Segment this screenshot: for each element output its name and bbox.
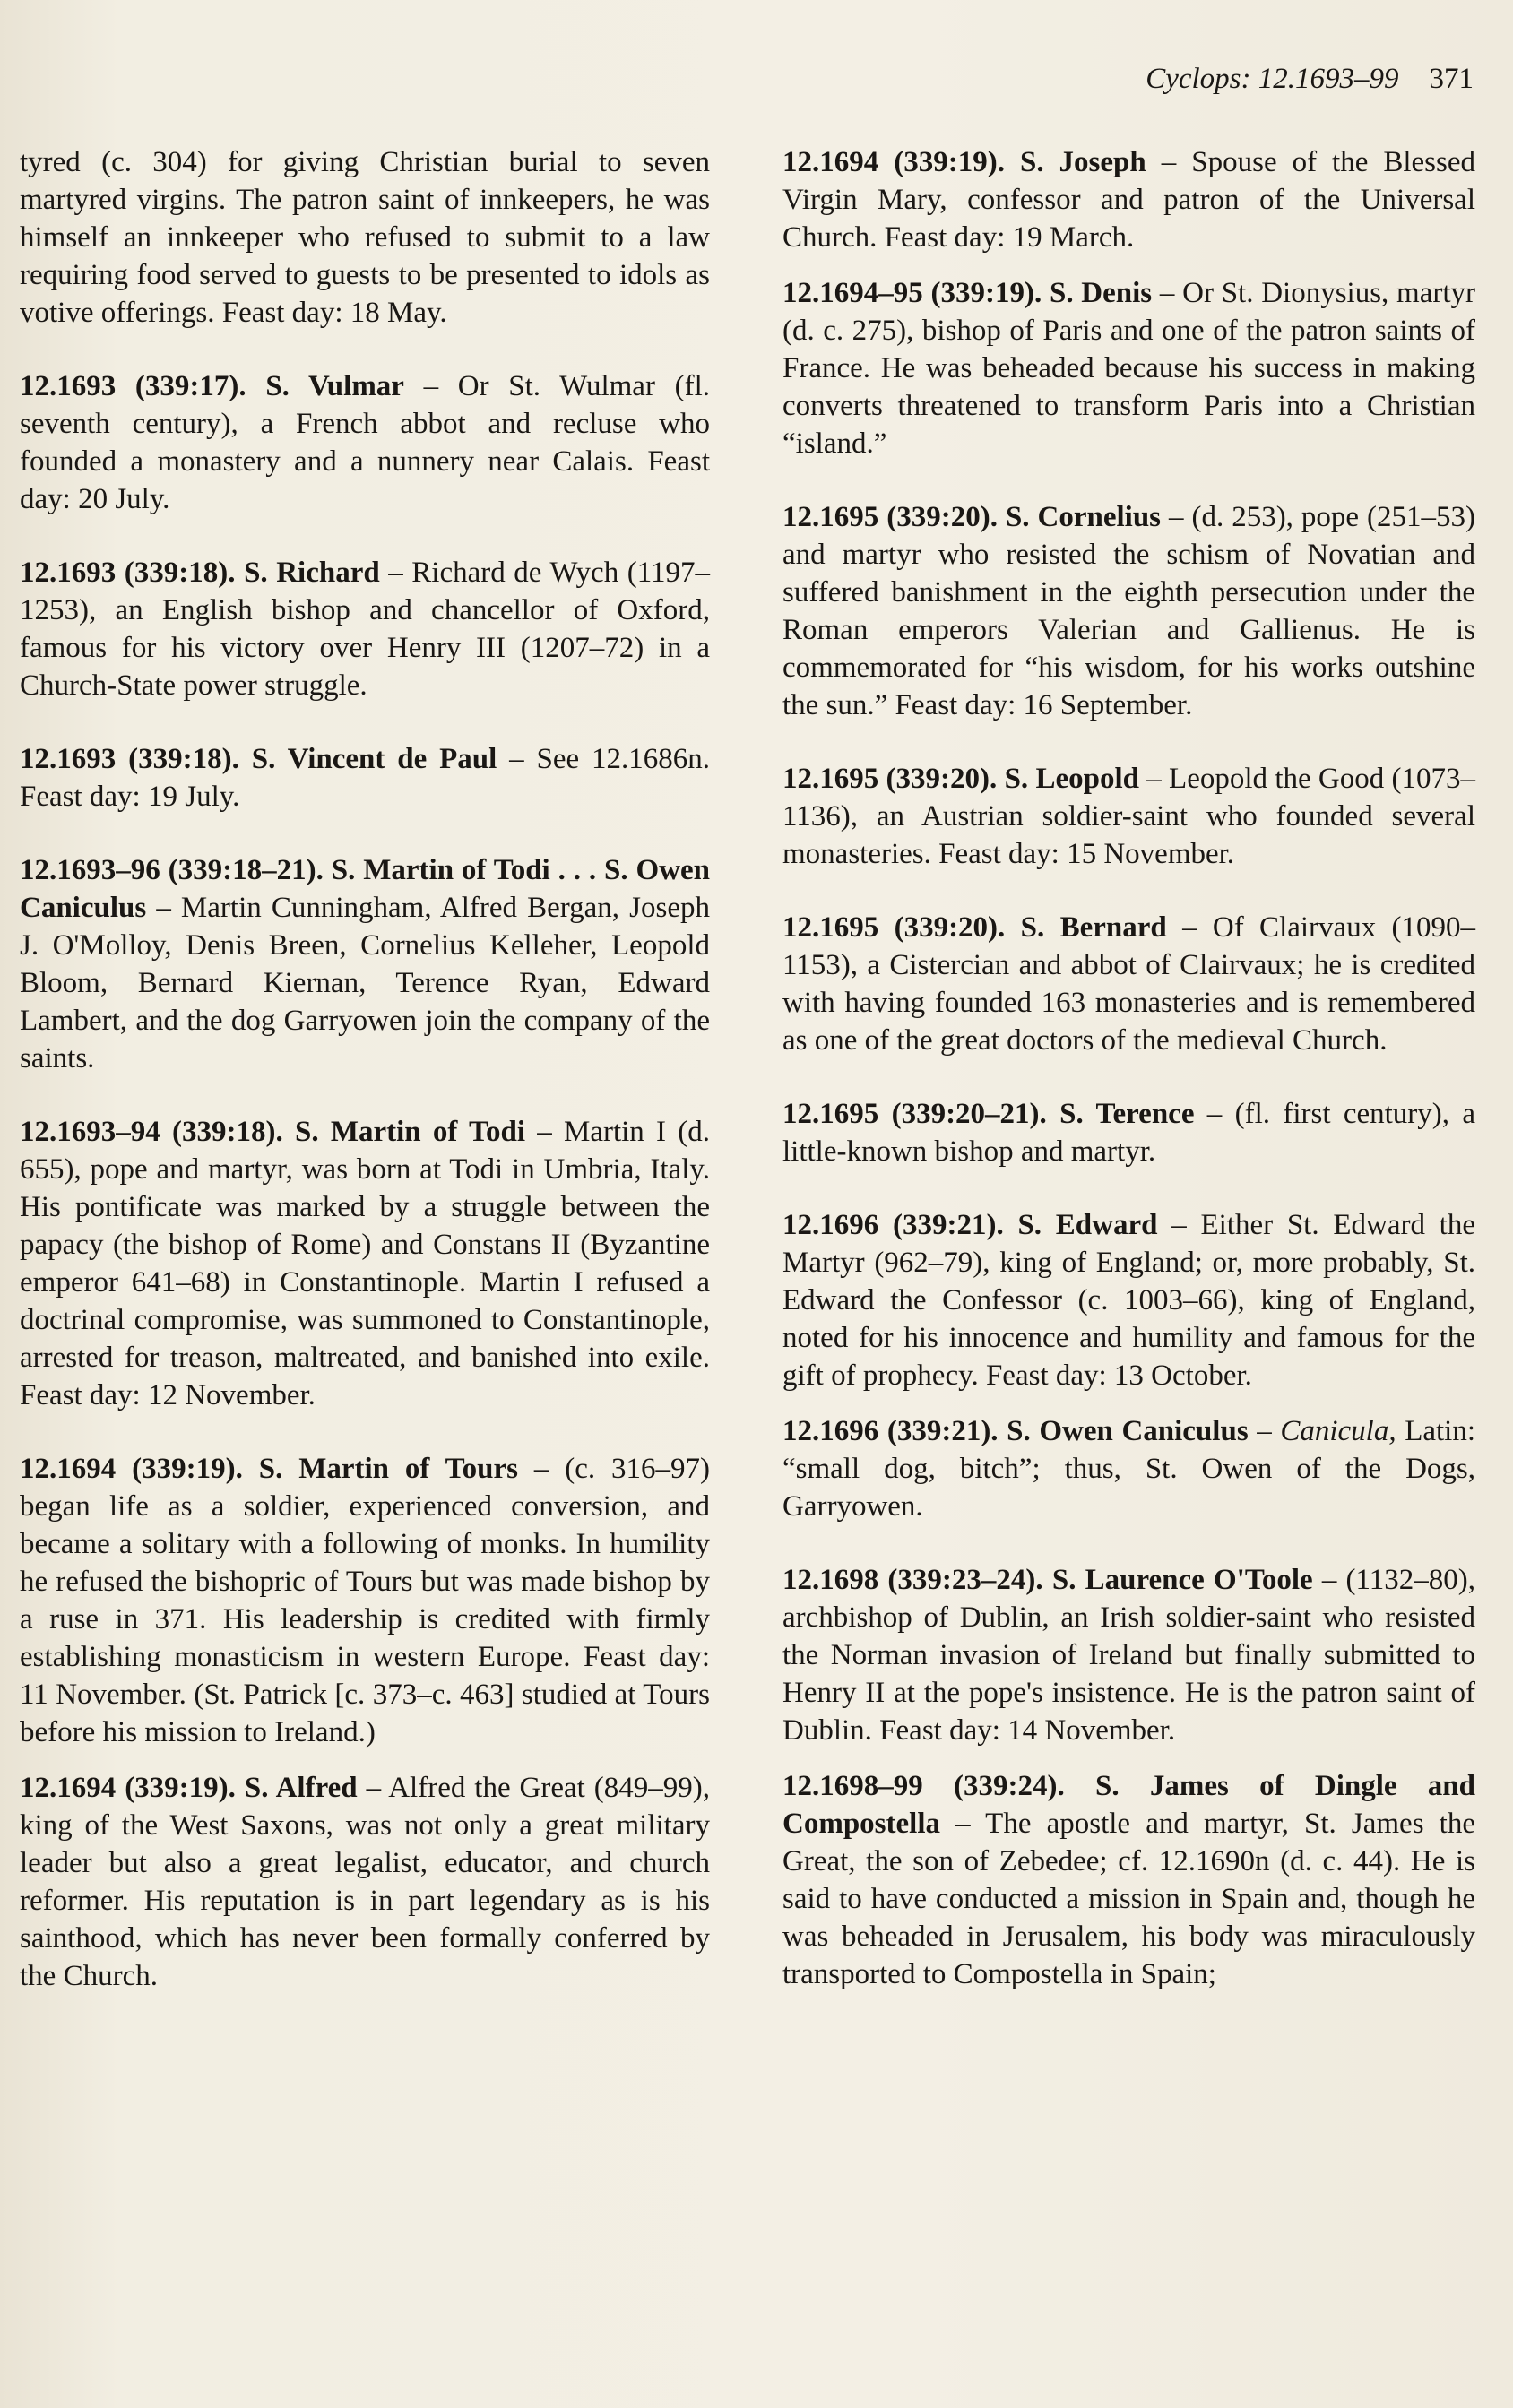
entry-ref: 12.1696 (339:21).: [782, 1209, 1004, 1241]
entry-joseph: [782, 143, 1475, 256]
entry-text: – Leopold the Good (1073–1136), an Austrian soldier-saint who founded several monasteries. Feast day: 15 November.: [782, 763, 1476, 870]
entry-laurence-otoole: [782, 1561, 1475, 1749]
entry-ref: 12.1695 (339:20).: [782, 763, 998, 795]
entry-ref: 12.1695 (339:20).: [782, 911, 1006, 944]
entry-owen-caniculus: 12.1696 (339:21). S. Owen Caniculus – Canicula, Latin: “small dog, bitch”; thus, St. Owen of the Dogs, Garryowen.: [782, 1415, 1476, 1523]
entry-bernard: [782, 909, 1475, 1059]
entry-ref: 12.1694 (339:19).: [782, 146, 1005, 178]
entry-text: – Alfred the Great (849–99), king of the West Saxons, was not only a great military leader but also a great legalist, educator, and church reformer. His reputation is in part legendary as is his sainthood, which has never been formally conferred by the Church.: [20, 1772, 711, 1992]
entry-text: – Richard de Wych (1197–1253), an English bishop and chancellor of Oxford, famous for his victory over Henry III (1207–72) in a Church-State power struggle.: [20, 557, 711, 702]
entry-saint-name: S. Cornelius: [1005, 501, 1162, 533]
running-head: [1146, 61, 1474, 97]
entry-saint-name: S. James of Dingle and Compostella: [782, 1770, 1475, 1840]
entry-martin-of-todi-list: [20, 851, 710, 1077]
entry-ref: 12.1694 (339:19).: [20, 1453, 243, 1485]
entry-saint-name: S. Joseph: [1019, 146, 1146, 178]
entry-ref: 12.1694–95 (339:19).: [782, 277, 1042, 309]
entry-richard: [20, 554, 710, 704]
right-column: [782, 143, 1475, 2029]
entry-martin-of-todi: [20, 1113, 710, 1414]
entry-text: – See 12.1686n. Feast day: 19 July.: [20, 743, 711, 813]
entry-cornelius: [782, 498, 1475, 724]
entry-continuation: [20, 143, 710, 332]
entry-text: – (fl. first century), a little-known bishop and martyr.: [782, 1098, 1476, 1168]
entry-saint-name: S. Terence: [1059, 1098, 1195, 1130]
running-head-title: Cyclops: 12.1693–99: [1146, 63, 1399, 95]
page-number: 371: [1429, 63, 1474, 95]
entry-saint-name: S. Vincent de Paul: [251, 743, 497, 775]
entry-text: – Either St. Edward the Martyr (962–79), king of England; or, more probably, St. Edward the Confessor (c. 1003–66), king of England, noted for his innocence and humility and famous for the gift of prophecy. Feast day: 13 October.: [782, 1209, 1475, 1392]
entry-text: – (c. 316–97) began life as a soldier, experienced conversion, and became a solitary with a following of monks. In humility he refused the bishopric of Tours but was made bishop by a ruse in 371. His leadership is credited with firmly establishing monasticism in western Europe. Feast day: 11 November. (St. Patrick [c. 373–c. 463] studied at Tours before his mission to Ireland.): [20, 1453, 711, 1748]
entry-ref: 12.1693–96 (339:18–21).: [20, 854, 324, 886]
entry-alfred: [20, 1769, 710, 1995]
entry-saint-name: S. Alfred: [244, 1772, 358, 1804]
entry-leopold: [782, 760, 1475, 873]
entry-saint-name: S. Denis: [1049, 277, 1153, 309]
entry-ref: 12.1693–94 (339:18).: [20, 1116, 283, 1148]
entry-saint-name: S. Martin of Tours: [258, 1453, 519, 1485]
entry-saint-name: S. Owen Caniculus: [1007, 1415, 1249, 1447]
entry-edward: [782, 1206, 1475, 1394]
entry-saint-name: S. Leopold: [1004, 763, 1139, 795]
entry-saint-name: S. Martin of Todi: [294, 1116, 525, 1148]
entry-ref: 12.1693 (339:17).: [20, 370, 246, 402]
entry-terence: [782, 1095, 1475, 1170]
entry-text: – Martin I (d. 655), pope and martyr, was born at Todi in Umbria, Italy. His pontificate was marked by a struggle between the papacy (the bishop of Rome) and Constans II (Byzantine emperor 641–68) in Constantinople. Martin I refused a doctrinal compromise, was summoned to Constantinople, arrested for treason, maltreated, and banished into exile. Feast day: 12 November.: [20, 1116, 711, 1411]
entry-saint-name: S. Bernard: [1020, 911, 1167, 944]
entry-ref: 12.1695 (339:20–21).: [782, 1098, 1047, 1130]
entry-vincent-de-paul: [20, 740, 710, 816]
entry-text: – The apostle and martyr, St. James the Great, the son of Zebedee; cf. 12.1690n (d. c. 44). He is said to have conducted a mission in Spain and, though he was beheaded in Jerusalem, his body was miraculously transported to Compostella in Spain;: [782, 1808, 1475, 1990]
entry-text: – Martin Cunningham, Alfred Bergan, Joseph J. O'Molloy, Denis Breen, Cornelius Kelleher, Leopold Bloom, Bernard Kiernan, Terence Ryan, Edward Lambert, and the dog Garryowen join the company of the saints.: [20, 892, 710, 1075]
entry-ref: 12.1693 (339:18).: [20, 743, 239, 775]
left-column: [20, 143, 710, 2031]
entry-text: – (1132–80), archbishop of Dublin, an Irish soldier-saint who resisted the Norman invasion of Ireland but finally submitted to Henry II at the pope's insistence. He is the patron saint of Dublin. Feast day: 14 November.: [782, 1564, 1476, 1747]
entry-text: – Spouse of the Blessed Virgin Mary, confessor and patron of the Universal Church. Feast day: 19 March.: [782, 146, 1476, 254]
entry-text: tyred (c. 304) for giving Christian burial to seven martyred virgins. The patron saint of innkeepers, he was himself an innkeeper who refused to submit to a law requiring food served to guests to be presented to idols as votive offerings. Feast day: 18 May.: [20, 146, 710, 329]
entry-denis: [782, 274, 1475, 462]
entry-saint-name: S. Richard: [244, 557, 380, 589]
entry-saint-name: S. Martin of Todi . . . S. Owen Caniculus: [20, 854, 710, 924]
entry-text: – Or St. Dionysius, martyr (d. c. 275), bishop of Paris and one of the patron saints of France. He was beheaded because his success in making converts threatened to transform Paris into a Christian “island.”: [782, 277, 1476, 460]
entry-ref: 12.1693 (339:18).: [20, 557, 236, 589]
entry-text: – (d. 253), pope (251–53) and martyr who resisted the schism of Novatian and suffered banishment in the eighth persecution under the Roman emperors Valerian and Gallienus. He is commemorated for “his wisdom, for his works outshine the sun.” Feast day: 16 September.: [782, 501, 1476, 721]
entry-ref: 12.1696 (339:21).: [782, 1415, 999, 1447]
entry-text: – Or St. Wulmar (fl. seventh century), a French abbot and recluse who founded a monastery and a nunnery near Calais. Feast day: 20 July.: [20, 370, 710, 515]
entry-martin-of-tours: [20, 1450, 710, 1751]
entry-text-italic: Canicula,: [1280, 1415, 1396, 1447]
entry-saint-name: S. Vulmar: [265, 370, 404, 402]
entry-james-of-dingle: [782, 1767, 1475, 1993]
entry-ref: 12.1694 (339:19).: [20, 1772, 236, 1804]
entry-saint-name: S. Edward: [1017, 1209, 1158, 1241]
entry-text: Latin: “small dog, bitch”; thus, St. Owen of the Dogs, Garryowen.: [782, 1415, 1476, 1523]
entry-vulmar: [20, 367, 710, 518]
entry-saint-name: S. Laurence O'Toole: [1051, 1564, 1313, 1596]
entry-text: – Of Clairvaux (1090–1153), a Cistercian and abbot of Clairvaux; he is credited with having founded 163 monasteries and is remembered as one of the great doctors of the medieval Church.: [782, 911, 1476, 1057]
entry-ref: 12.1698–99 (339:24).: [782, 1770, 1065, 1802]
entry-ref: 12.1695 (339:20).: [782, 501, 998, 533]
entry-ref: 12.1698 (339:23–24).: [782, 1564, 1043, 1596]
